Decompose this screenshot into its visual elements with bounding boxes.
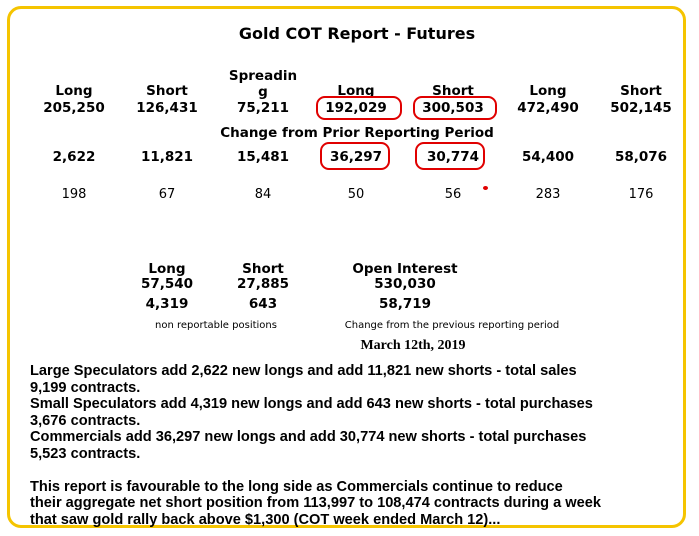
conclusion-line: This report is favourable to the long side as Commercials continue to reduce	[30, 478, 563, 495]
highlight-oval	[415, 142, 485, 170]
open-interest-label: Open Interest	[352, 261, 458, 277]
header-commercial-short: Short	[432, 83, 474, 99]
conclusion-line: that saw gold rally back above $1,300 (COT week ended March 12)...	[30, 511, 501, 528]
red-dot	[483, 186, 488, 190]
change-label: Change from Prior Reporting Period	[220, 125, 494, 141]
open-interest-value: 530,030	[374, 276, 436, 292]
change-value: 30,774	[426, 149, 480, 165]
commentary	[30, 363, 680, 528]
report-title: Gold COT Report - Futures	[238, 24, 476, 43]
change-value: 15,481	[236, 149, 290, 165]
report-date: March 12th, 2019	[360, 338, 466, 353]
change-value: 58,076	[614, 149, 668, 165]
highlight-oval	[316, 96, 402, 120]
position-value: 502,145	[610, 100, 672, 116]
nonreportable-short-label: Short	[242, 261, 284, 277]
change-value: 2,622	[52, 149, 96, 165]
position-value: 192,029	[325, 100, 387, 116]
position-value: 75,211	[236, 100, 290, 116]
nonreportable-long-label: Long	[148, 261, 186, 277]
commentary-line: Small Speculators add 4,319 new longs and add 643 new shorts - total purchases	[30, 396, 593, 413]
header-noncommercial-short: Short	[146, 83, 188, 99]
trader-count: 84	[254, 187, 272, 202]
change-value: 36,297	[329, 149, 383, 165]
header-noncommercial-long: Long	[55, 83, 93, 99]
position-value: 472,490	[517, 100, 579, 116]
trader-count: 176	[628, 187, 654, 202]
commentary-line: 3,676 contracts.	[30, 412, 141, 429]
commentary-line: Large Speculators add 2,622 new longs and add 11,821 new shorts - total sales	[30, 363, 577, 379]
position-value: 126,431	[136, 100, 198, 116]
nonreportable-short-value: 27,885	[236, 276, 290, 292]
header-spreading: Spreadin g	[228, 68, 298, 100]
nonreportable-short-change: 643	[248, 296, 278, 312]
trader-count: 50	[347, 187, 365, 202]
highlight-oval	[320, 142, 390, 170]
header-total-long: Long	[529, 83, 567, 99]
trader-count: 283	[535, 187, 561, 202]
commentary-line: 9,199 contracts.	[30, 379, 141, 396]
trader-count: 67	[158, 187, 176, 202]
change-value: 54,400	[521, 149, 575, 165]
trader-count: 56	[444, 187, 462, 202]
open-interest-caption: Change from the previous reporting period	[344, 320, 560, 331]
change-value: 11,821	[140, 149, 194, 165]
commentary-line: Commercials add 36,297 new longs and add 30,774 new shorts - total purchases	[30, 429, 587, 446]
nonreportable-long-change: 4,319	[145, 296, 189, 312]
header-commercial-long: Long	[337, 83, 375, 99]
commentary-line: 5,523 contracts.	[30, 445, 141, 462]
position-value: 205,250	[43, 100, 105, 116]
nonreportable-long-value: 57,540	[140, 276, 194, 292]
open-interest-change: 58,719	[378, 296, 432, 312]
highlight-oval	[413, 96, 497, 120]
trader-count: 198	[61, 187, 87, 202]
conclusion-line: their aggregate net short position from 113,997 to 108,474 contracts during a week	[30, 495, 601, 512]
position-value: 300,503	[422, 100, 484, 116]
header-total-short: Short	[620, 83, 662, 99]
nonreportable-caption: non reportable positions	[155, 320, 277, 331]
